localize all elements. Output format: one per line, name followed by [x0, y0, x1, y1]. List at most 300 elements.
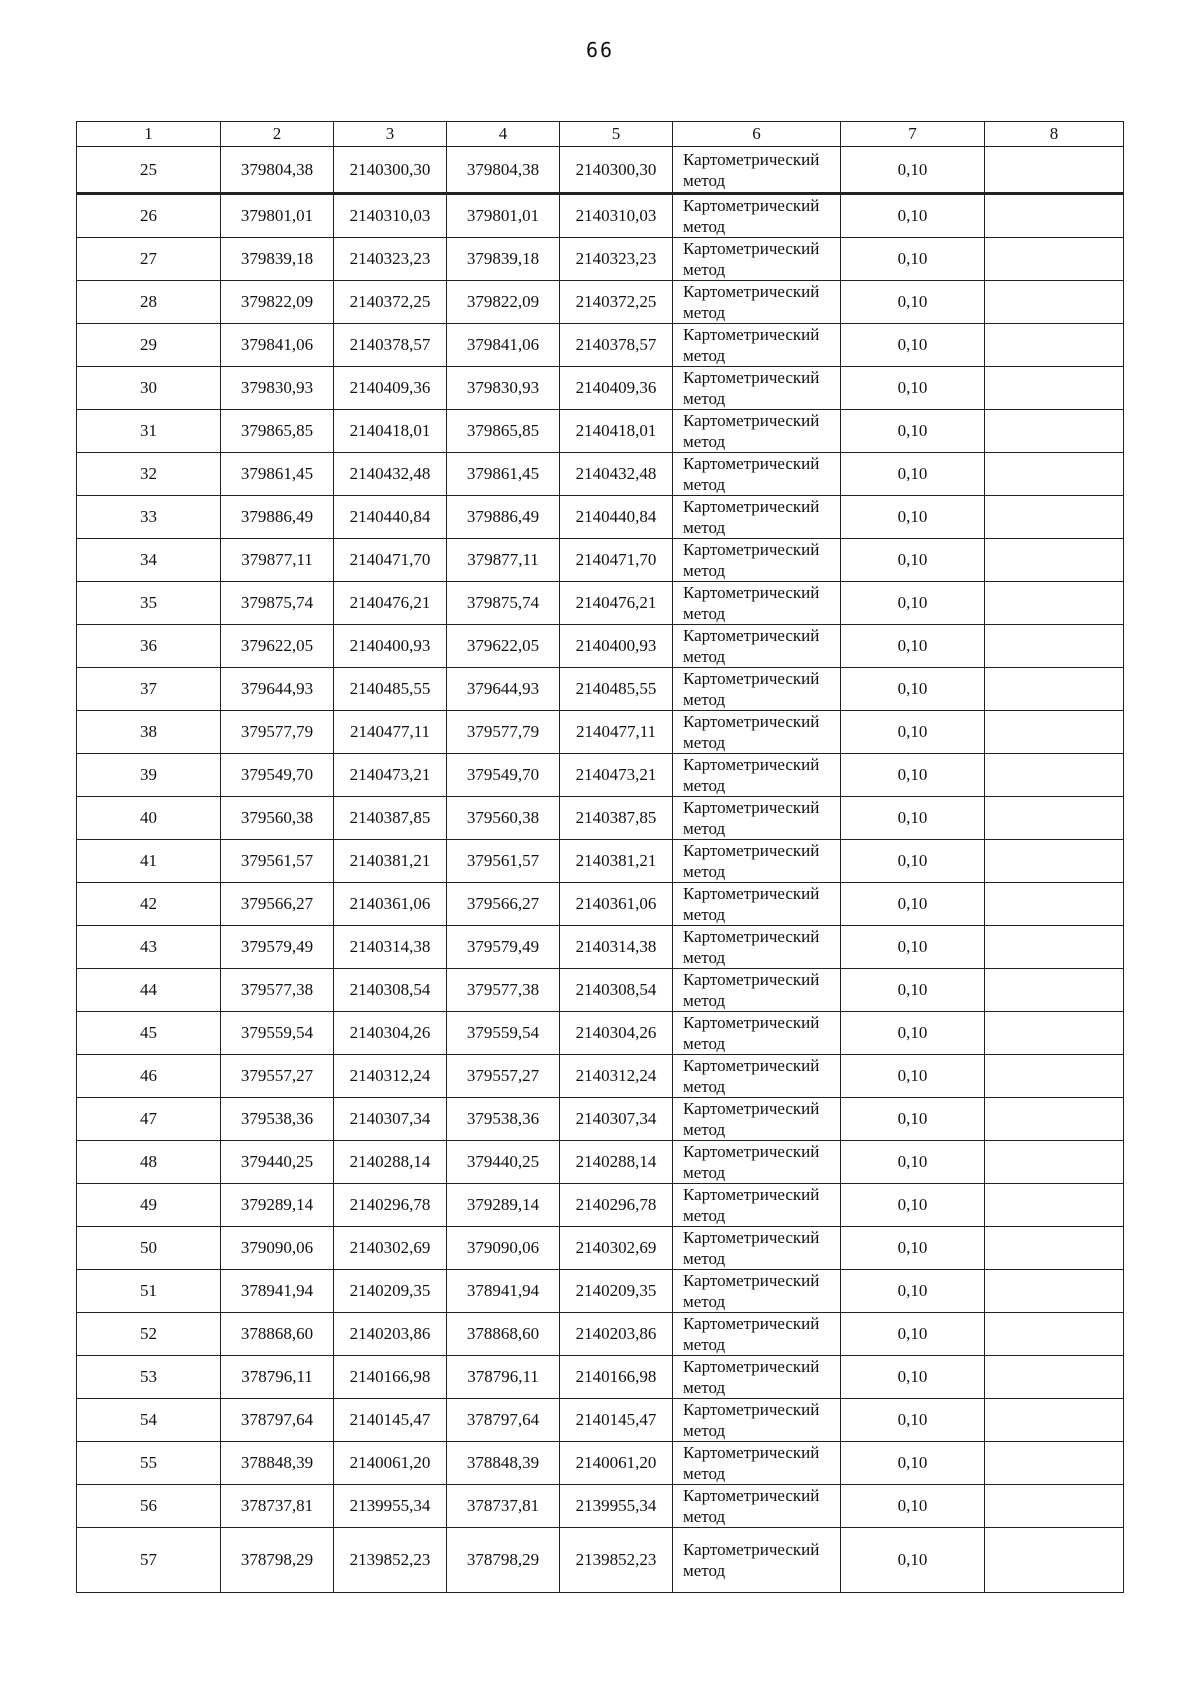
cell-point-number: 42 [77, 883, 221, 926]
cell-method: Картометрический метод [673, 754, 841, 797]
page-number: 66 [585, 38, 615, 62]
cell-y-coordinate: 2140387,85 [334, 797, 447, 840]
cell-accuracy: 0,10 [841, 582, 985, 625]
cell-note [985, 1227, 1124, 1270]
column-header: 7 [841, 122, 985, 147]
cell-method: Картометрический метод [673, 324, 841, 367]
cell-point-number: 57 [77, 1528, 221, 1593]
cell-note [985, 194, 1124, 238]
cell-x-coordinate-2: 379822,09 [447, 281, 560, 324]
table-row [77, 1356, 1124, 1399]
cell-x-coordinate: 378798,29 [221, 1528, 334, 1593]
cell-accuracy: 0,10 [841, 711, 985, 754]
cell-method: Картометрический метод [673, 625, 841, 668]
cell-x-coordinate: 379538,36 [221, 1098, 334, 1141]
cell-point-number: 46 [77, 1055, 221, 1098]
cell-x-coordinate-2: 379566,27 [447, 883, 560, 926]
cell-point-number: 25 [77, 147, 221, 194]
cell-x-coordinate: 379839,18 [221, 238, 334, 281]
cell-x-coordinate: 379861,45 [221, 453, 334, 496]
cell-x-coordinate: 379577,79 [221, 711, 334, 754]
cell-x-coordinate-2: 379644,93 [447, 668, 560, 711]
cell-x-coordinate: 379549,70 [221, 754, 334, 797]
table-row [77, 539, 1124, 582]
cell-y-coordinate-2: 2140288,14 [560, 1141, 673, 1184]
cell-method: Картометрический метод [673, 367, 841, 410]
cell-y-coordinate-2: 2140308,54 [560, 969, 673, 1012]
cell-x-coordinate-2: 379549,70 [447, 754, 560, 797]
cell-x-coordinate-2: 379560,38 [447, 797, 560, 840]
cell-method: Картометрический метод [673, 668, 841, 711]
table-row [77, 367, 1124, 410]
cell-note [985, 1098, 1124, 1141]
cell-point-number: 51 [77, 1270, 221, 1313]
table-row [77, 1485, 1124, 1528]
cell-y-coordinate: 2140296,78 [334, 1184, 447, 1227]
cell-y-coordinate: 2140300,30 [334, 147, 447, 194]
cell-method: Картометрический метод [673, 1356, 841, 1399]
cell-method: Картометрический метод [673, 1442, 841, 1485]
cell-y-coordinate-2: 2140296,78 [560, 1184, 673, 1227]
cell-y-coordinate-2: 2140432,48 [560, 453, 673, 496]
table-row [77, 496, 1124, 539]
table-row [77, 1098, 1124, 1141]
cell-accuracy: 0,10 [841, 281, 985, 324]
cell-y-coordinate: 2140307,34 [334, 1098, 447, 1141]
cell-x-coordinate: 379622,05 [221, 625, 334, 668]
cell-y-coordinate: 2140378,57 [334, 324, 447, 367]
cell-accuracy: 0,10 [841, 1184, 985, 1227]
cell-note [985, 539, 1124, 582]
cell-x-coordinate: 379560,38 [221, 797, 334, 840]
cell-y-coordinate-2: 2140310,03 [560, 194, 673, 238]
cell-note [985, 1055, 1124, 1098]
table-header [77, 122, 1124, 147]
table-row [77, 1141, 1124, 1184]
cell-x-coordinate: 379090,06 [221, 1227, 334, 1270]
cell-y-coordinate-2: 2140473,21 [560, 754, 673, 797]
cell-y-coordinate-2: 2140372,25 [560, 281, 673, 324]
cell-x-coordinate: 379566,27 [221, 883, 334, 926]
table-row [77, 1227, 1124, 1270]
table-row [77, 797, 1124, 840]
cell-note [985, 238, 1124, 281]
cell-accuracy: 0,10 [841, 1399, 985, 1442]
cell-accuracy: 0,10 [841, 324, 985, 367]
cell-x-coordinate-2: 379289,14 [447, 1184, 560, 1227]
cell-accuracy: 0,10 [841, 883, 985, 926]
cell-y-coordinate-2: 2140378,57 [560, 324, 673, 367]
cell-y-coordinate-2: 2140061,20 [560, 1442, 673, 1485]
cell-y-coordinate: 2140288,14 [334, 1141, 447, 1184]
cell-accuracy: 0,10 [841, 840, 985, 883]
table-row [77, 926, 1124, 969]
cell-y-coordinate-2: 2140203,86 [560, 1313, 673, 1356]
column-header: 2 [221, 122, 334, 147]
cell-point-number: 31 [77, 410, 221, 453]
cell-y-coordinate: 2140209,35 [334, 1270, 447, 1313]
cell-x-coordinate-2: 379839,18 [447, 238, 560, 281]
cell-note [985, 1485, 1124, 1528]
cell-y-coordinate-2: 2140381,21 [560, 840, 673, 883]
cell-x-coordinate: 378941,94 [221, 1270, 334, 1313]
cell-x-coordinate: 379830,93 [221, 367, 334, 410]
cell-y-coordinate: 2140418,01 [334, 410, 447, 453]
cell-accuracy: 0,10 [841, 410, 985, 453]
cell-x-coordinate-2: 379579,49 [447, 926, 560, 969]
cell-accuracy: 0,10 [841, 969, 985, 1012]
cell-y-coordinate-2: 2140312,24 [560, 1055, 673, 1098]
cell-x-coordinate-2: 379801,01 [447, 194, 560, 238]
table-row [77, 1442, 1124, 1485]
cell-method: Картометрический метод [673, 926, 841, 969]
cell-y-coordinate-2: 2139955,34 [560, 1485, 673, 1528]
cell-y-coordinate: 2140473,21 [334, 754, 447, 797]
cell-point-number: 32 [77, 453, 221, 496]
cell-note [985, 1270, 1124, 1313]
cell-y-coordinate: 2139852,23 [334, 1528, 447, 1593]
cell-x-coordinate-2: 379561,57 [447, 840, 560, 883]
cell-x-coordinate-2: 378868,60 [447, 1313, 560, 1356]
cell-y-coordinate: 2140381,21 [334, 840, 447, 883]
cell-y-coordinate: 2140440,84 [334, 496, 447, 539]
cell-point-number: 41 [77, 840, 221, 883]
column-header: 3 [334, 122, 447, 147]
table-row [77, 1313, 1124, 1356]
cell-accuracy: 0,10 [841, 194, 985, 238]
cell-method: Картометрический метод [673, 194, 841, 238]
cell-method: Картометрический метод [673, 281, 841, 324]
cell-accuracy: 0,10 [841, 926, 985, 969]
cell-x-coordinate-2: 378797,64 [447, 1399, 560, 1442]
cell-x-coordinate: 379801,01 [221, 194, 334, 238]
cell-x-coordinate: 379644,93 [221, 668, 334, 711]
cell-y-coordinate: 2140145,47 [334, 1399, 447, 1442]
cell-method: Картометрический метод [673, 1055, 841, 1098]
cell-method: Картометрический метод [673, 711, 841, 754]
cell-x-coordinate-2: 378737,81 [447, 1485, 560, 1528]
cell-y-coordinate-2: 2140314,38 [560, 926, 673, 969]
cell-note [985, 1012, 1124, 1055]
cell-x-coordinate: 379579,49 [221, 926, 334, 969]
cell-point-number: 40 [77, 797, 221, 840]
cell-point-number: 35 [77, 582, 221, 625]
cell-x-coordinate-2: 379886,49 [447, 496, 560, 539]
cell-y-coordinate-2: 2140471,70 [560, 539, 673, 582]
cell-x-coordinate-2: 379440,25 [447, 1141, 560, 1184]
cell-y-coordinate: 2140302,69 [334, 1227, 447, 1270]
cell-y-coordinate-2: 2140145,47 [560, 1399, 673, 1442]
cell-note [985, 711, 1124, 754]
cell-x-coordinate-2: 379577,79 [447, 711, 560, 754]
cell-x-coordinate-2: 379090,06 [447, 1227, 560, 1270]
cell-x-coordinate-2: 378848,39 [447, 1442, 560, 1485]
cell-method: Картометрический метод [673, 582, 841, 625]
cell-accuracy: 0,10 [841, 1356, 985, 1399]
cell-y-coordinate-2: 2140400,93 [560, 625, 673, 668]
cell-point-number: 37 [77, 668, 221, 711]
table-row [77, 625, 1124, 668]
cell-point-number: 54 [77, 1399, 221, 1442]
table-row [77, 969, 1124, 1012]
cell-y-coordinate-2: 2140477,11 [560, 711, 673, 754]
table-row [77, 281, 1124, 324]
cell-point-number: 53 [77, 1356, 221, 1399]
cell-x-coordinate-2: 379841,06 [447, 324, 560, 367]
cell-point-number: 34 [77, 539, 221, 582]
cell-y-coordinate-2: 2140307,34 [560, 1098, 673, 1141]
cell-y-coordinate-2: 2140304,26 [560, 1012, 673, 1055]
cell-note [985, 324, 1124, 367]
cell-note [985, 625, 1124, 668]
cell-accuracy: 0,10 [841, 147, 985, 194]
cell-x-coordinate: 378848,39 [221, 1442, 334, 1485]
cell-x-coordinate: 379289,14 [221, 1184, 334, 1227]
cell-point-number: 36 [77, 625, 221, 668]
cell-method: Картометрический метод [673, 1270, 841, 1313]
cell-x-coordinate-2: 379557,27 [447, 1055, 560, 1098]
cell-method: Картометрический метод [673, 1012, 841, 1055]
cell-note [985, 797, 1124, 840]
cell-x-coordinate-2: 378798,29 [447, 1528, 560, 1593]
cell-x-coordinate: 379877,11 [221, 539, 334, 582]
cell-method: Картометрический метод [673, 539, 841, 582]
cell-point-number: 44 [77, 969, 221, 1012]
cell-note [985, 926, 1124, 969]
cell-point-number: 26 [77, 194, 221, 238]
cell-y-coordinate: 2139955,34 [334, 1485, 447, 1528]
cell-point-number: 48 [77, 1141, 221, 1184]
cell-y-coordinate-2: 2140476,21 [560, 582, 673, 625]
cell-x-coordinate: 378868,60 [221, 1313, 334, 1356]
cell-y-coordinate: 2140310,03 [334, 194, 447, 238]
cell-method: Картометрический метод [673, 1184, 841, 1227]
cell-note [985, 840, 1124, 883]
cell-y-coordinate: 2140372,25 [334, 281, 447, 324]
cell-y-coordinate: 2140485,55 [334, 668, 447, 711]
cell-method: Картометрический метод [673, 840, 841, 883]
cell-note [985, 1184, 1124, 1227]
cell-y-coordinate: 2140471,70 [334, 539, 447, 582]
cell-accuracy: 0,10 [841, 539, 985, 582]
cell-x-coordinate-2: 378941,94 [447, 1270, 560, 1313]
cell-note [985, 969, 1124, 1012]
cell-point-number: 28 [77, 281, 221, 324]
cell-note [985, 1313, 1124, 1356]
cell-method: Картометрический метод [673, 1227, 841, 1270]
table-row [77, 238, 1124, 281]
cell-y-coordinate-2: 2140302,69 [560, 1227, 673, 1270]
cell-accuracy: 0,10 [841, 238, 985, 281]
cell-point-number: 39 [77, 754, 221, 797]
table-row [77, 324, 1124, 367]
cell-x-coordinate: 379557,27 [221, 1055, 334, 1098]
table-row [77, 1270, 1124, 1313]
cell-accuracy: 0,10 [841, 1227, 985, 1270]
cell-accuracy: 0,10 [841, 453, 985, 496]
cell-x-coordinate-2: 379804,38 [447, 147, 560, 194]
cell-y-coordinate-2: 2140387,85 [560, 797, 673, 840]
cell-y-coordinate: 2140477,11 [334, 711, 447, 754]
cell-x-coordinate-2: 379559,54 [447, 1012, 560, 1055]
cell-x-coordinate-2: 379877,11 [447, 539, 560, 582]
table-row [77, 582, 1124, 625]
cell-method: Картометрический метод [673, 1528, 841, 1593]
cell-y-coordinate-2: 2140440,84 [560, 496, 673, 539]
table-row [77, 711, 1124, 754]
cell-accuracy: 0,10 [841, 1141, 985, 1184]
table-row [77, 194, 1124, 238]
cell-y-coordinate: 2140312,24 [334, 1055, 447, 1098]
cell-y-coordinate-2: 2140361,06 [560, 883, 673, 926]
cell-accuracy: 0,10 [841, 496, 985, 539]
cell-note [985, 1399, 1124, 1442]
table-row [77, 1012, 1124, 1055]
cell-note [985, 496, 1124, 539]
cell-y-coordinate: 2140308,54 [334, 969, 447, 1012]
cell-point-number: 56 [77, 1485, 221, 1528]
cell-point-number: 52 [77, 1313, 221, 1356]
cell-y-coordinate: 2140409,36 [334, 367, 447, 410]
cell-point-number: 45 [77, 1012, 221, 1055]
cell-y-coordinate: 2140476,21 [334, 582, 447, 625]
cell-accuracy: 0,10 [841, 797, 985, 840]
cell-x-coordinate: 378737,81 [221, 1485, 334, 1528]
table-row [77, 840, 1124, 883]
cell-method: Картометрический метод [673, 1399, 841, 1442]
cell-y-coordinate: 2140432,48 [334, 453, 447, 496]
cell-method: Картометрический метод [673, 147, 841, 194]
table-row [77, 883, 1124, 926]
cell-x-coordinate-2: 379830,93 [447, 367, 560, 410]
coordinates-table [76, 121, 1124, 1593]
cell-x-coordinate: 379804,38 [221, 147, 334, 194]
cell-accuracy: 0,10 [841, 1442, 985, 1485]
cell-y-coordinate-2: 2140418,01 [560, 410, 673, 453]
table-row [77, 147, 1124, 194]
column-header: 1 [77, 122, 221, 147]
cell-note [985, 147, 1124, 194]
cell-x-coordinate: 379440,25 [221, 1141, 334, 1184]
cell-point-number: 43 [77, 926, 221, 969]
cell-x-coordinate-2: 379622,05 [447, 625, 560, 668]
cell-y-coordinate-2: 2140409,36 [560, 367, 673, 410]
cell-x-coordinate-2: 379865,85 [447, 410, 560, 453]
table-row [77, 1184, 1124, 1227]
cell-method: Картометрический метод [673, 1141, 841, 1184]
table-body [77, 147, 1124, 1593]
cell-accuracy: 0,10 [841, 1270, 985, 1313]
cell-x-coordinate: 379822,09 [221, 281, 334, 324]
cell-note [985, 883, 1124, 926]
cell-x-coordinate: 379561,57 [221, 840, 334, 883]
table-row [77, 453, 1124, 496]
cell-point-number: 49 [77, 1184, 221, 1227]
cell-x-coordinate-2: 379861,45 [447, 453, 560, 496]
cell-point-number: 29 [77, 324, 221, 367]
cell-x-coordinate-2: 378796,11 [447, 1356, 560, 1399]
cell-accuracy: 0,10 [841, 1055, 985, 1098]
cell-x-coordinate: 379865,85 [221, 410, 334, 453]
cell-note [985, 668, 1124, 711]
cell-point-number: 27 [77, 238, 221, 281]
table-row [77, 1528, 1124, 1593]
cell-x-coordinate: 379886,49 [221, 496, 334, 539]
cell-y-coordinate: 2140400,93 [334, 625, 447, 668]
cell-x-coordinate: 379577,38 [221, 969, 334, 1012]
header-row [77, 122, 1124, 147]
cell-note [985, 453, 1124, 496]
cell-note [985, 1528, 1124, 1593]
cell-y-coordinate: 2140203,86 [334, 1313, 447, 1356]
cell-y-coordinate: 2140166,98 [334, 1356, 447, 1399]
cell-note [985, 281, 1124, 324]
cell-accuracy: 0,10 [841, 754, 985, 797]
cell-point-number: 30 [77, 367, 221, 410]
column-header: 4 [447, 122, 560, 147]
cell-note [985, 1141, 1124, 1184]
cell-accuracy: 0,10 [841, 367, 985, 410]
table-row [77, 668, 1124, 711]
cell-y-coordinate-2: 2140166,98 [560, 1356, 673, 1399]
cell-y-coordinate: 2140061,20 [334, 1442, 447, 1485]
cell-method: Картометрический метод [673, 797, 841, 840]
cell-y-coordinate-2: 2140323,23 [560, 238, 673, 281]
cell-note [985, 367, 1124, 410]
cell-y-coordinate: 2140323,23 [334, 238, 447, 281]
cell-method: Картометрический метод [673, 1485, 841, 1528]
cell-x-coordinate: 379875,74 [221, 582, 334, 625]
column-header: 6 [673, 122, 841, 147]
cell-point-number: 33 [77, 496, 221, 539]
cell-accuracy: 0,10 [841, 1012, 985, 1055]
table-row [77, 1399, 1124, 1442]
cell-note [985, 754, 1124, 797]
table-row [77, 1055, 1124, 1098]
cell-method: Картометрический метод [673, 1313, 841, 1356]
cell-y-coordinate: 2140314,38 [334, 926, 447, 969]
cell-point-number: 38 [77, 711, 221, 754]
cell-method: Картометрический метод [673, 883, 841, 926]
cell-note [985, 1356, 1124, 1399]
cell-x-coordinate: 379559,54 [221, 1012, 334, 1055]
cell-y-coordinate: 2140361,06 [334, 883, 447, 926]
column-header: 8 [985, 122, 1124, 147]
column-header: 5 [560, 122, 673, 147]
cell-accuracy: 0,10 [841, 1098, 985, 1141]
table-row [77, 410, 1124, 453]
cell-accuracy: 0,10 [841, 625, 985, 668]
cell-method: Картометрический метод [673, 453, 841, 496]
table-row [77, 754, 1124, 797]
cell-method: Картометрический метод [673, 410, 841, 453]
cell-point-number: 47 [77, 1098, 221, 1141]
cell-point-number: 55 [77, 1442, 221, 1485]
cell-accuracy: 0,10 [841, 668, 985, 711]
cell-x-coordinate: 378796,11 [221, 1356, 334, 1399]
cell-x-coordinate: 379841,06 [221, 324, 334, 367]
cell-note [985, 582, 1124, 625]
cell-x-coordinate-2: 379538,36 [447, 1098, 560, 1141]
cell-y-coordinate-2: 2140485,55 [560, 668, 673, 711]
cell-method: Картометрический метод [673, 1098, 841, 1141]
cell-accuracy: 0,10 [841, 1528, 985, 1593]
cell-note [985, 410, 1124, 453]
cell-point-number: 50 [77, 1227, 221, 1270]
cell-accuracy: 0,10 [841, 1485, 985, 1528]
cell-method: Картометрический метод [673, 238, 841, 281]
cell-y-coordinate-2: 2140300,30 [560, 147, 673, 194]
